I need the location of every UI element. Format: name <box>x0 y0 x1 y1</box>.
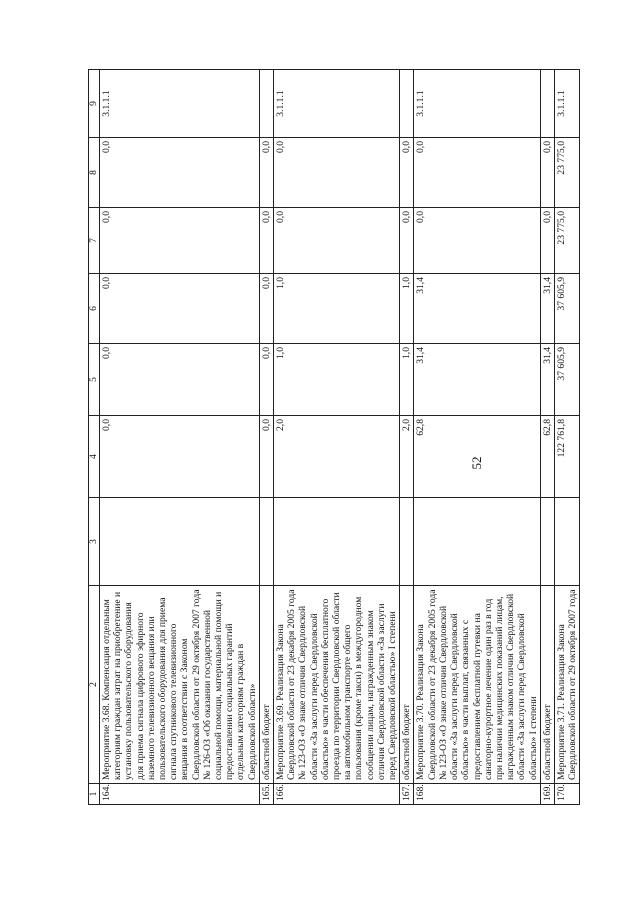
row-name-cell: Мероприятие 3.70. Реализация Закона Свердловской области от 23 декабря 2005 года № 123-ОЗ «О знаке отличия Свердловской области «За заслуги перед Свердловской областью» в части выплат, связанных с предоставлением бесплатной путевки на санаторно-курортное лечение один раз в год при наличии медицинских показаний лицам, награжденным знаком отличия Свердловской области «За заслуги перед Свердловской областью» I степени <box>414 586 540 784</box>
column-9-cell: 3.1.1.1 <box>554 70 579 138</box>
column-9-cell: 3.1.1.1 <box>100 70 260 138</box>
column-9-cell: 3.1.1.1 <box>274 70 400 138</box>
column-5-cell: 1,0 <box>274 344 400 416</box>
column-3-cell <box>540 498 554 586</box>
column-9-cell <box>259 70 273 138</box>
column-9-cell: 3.1.1.1 <box>414 70 540 138</box>
column-4-cell: 122 761,8 <box>554 416 579 498</box>
column-8-cell: 23 775,0 <box>554 138 579 208</box>
column-7-cell: 0,0 <box>259 208 273 274</box>
header-cell: 4 <box>89 416 100 498</box>
column-6-cell: 37 605,9 <box>554 274 579 344</box>
column-8-cell: 0,0 <box>400 138 414 208</box>
column-6-cell: 31,4 <box>540 274 554 344</box>
table-row <box>259 70 273 805</box>
column-4-cell: 62,8 <box>540 416 554 498</box>
column-6-cell: 1,0 <box>400 274 414 344</box>
header-cell: 3 <box>89 498 100 586</box>
row-number-cell: 166. <box>274 784 400 805</box>
column-3-cell <box>259 498 273 586</box>
table-row <box>554 70 579 805</box>
table-body <box>100 70 580 805</box>
column-8-cell: 0,0 <box>414 138 540 208</box>
row-number-cell: 167. <box>400 784 414 805</box>
row-name-cell: Мероприятие 3.68. Компенсация отдельным категориям граждан затрат на приобретение и установку пользовательского оборудования для приема сигнала цифрового эфирного наземного телевизионного вещания или пользовательского оборудования для приема сигнала спутникового телевизионного вещания в соответствии с Законом Свердловской области от 29 октября 2007 года № 126-ОЗ «Об оказании государственной социальной помощи, материальной помощи и предоставлении социальных гарантий отдельным категориям граждан в Свердловской области» <box>100 586 260 784</box>
table-row <box>400 70 414 805</box>
column-6-cell: 31,4 <box>414 274 540 344</box>
header-cell: 8 <box>89 138 100 208</box>
header-cell: 5 <box>89 344 100 416</box>
column-4-cell: 2,0 <box>274 416 400 498</box>
row-number-cell: 168. <box>414 784 540 805</box>
column-7-cell: 0,0 <box>274 208 400 274</box>
column-8-cell: 0,0 <box>259 138 273 208</box>
column-5-cell: 0,0 <box>100 344 260 416</box>
page-number: 52 <box>469 456 484 470</box>
row-number-cell: 169. <box>540 784 554 805</box>
table-row <box>274 70 400 805</box>
budget-table <box>88 69 580 805</box>
header-row <box>89 70 100 805</box>
column-7-cell: 23 775,0 <box>554 208 579 274</box>
header-cell: 1 <box>89 784 100 805</box>
row-number-cell: 164. <box>100 784 260 805</box>
row-name-cell: Мероприятие 3.71. Реализация Закона Свердловской области от 29 октября 2007 года <box>554 586 579 784</box>
column-3-cell <box>100 498 260 586</box>
rotated-table-frame <box>88 70 610 805</box>
row-name-cell: Мероприятие 3.69. Реализация Закона Свердловской области от 23 декабря 2005 года № 123-ОЗ «О знаке отличия Свердловской области «За заслуги перед Свердловской областью» в части обеспечения бесплатного проезда по территории Свердловской области на автомобильном транспорте общего пользования (кроме такси) в междугородном сообщении лицам, награжденным знаком отличия Свердловской области «За заслуги перед Свердловской областью» I степени <box>274 586 400 784</box>
column-6-cell: 0,0 <box>100 274 260 344</box>
column-5-cell: 31,4 <box>414 344 540 416</box>
column-6-cell: 1,0 <box>274 274 400 344</box>
column-9-cell <box>400 70 414 138</box>
column-5-cell: 1,0 <box>400 344 414 416</box>
column-4-cell: 0,0 <box>259 416 273 498</box>
column-8-cell: 0,0 <box>540 138 554 208</box>
column-5-cell: 0,0 <box>259 344 273 416</box>
header-cell: 2 <box>89 586 100 784</box>
column-3-cell <box>554 498 579 586</box>
column-4-cell: 2,0 <box>400 416 414 498</box>
column-8-cell: 0,0 <box>274 138 400 208</box>
table-row <box>100 70 260 805</box>
row-name-cell: областной бюджет <box>540 586 554 784</box>
column-3-cell <box>400 498 414 586</box>
column-3-cell <box>274 498 400 586</box>
header-cell: 9 <box>89 70 100 138</box>
column-4-cell: 62,8 <box>414 416 540 498</box>
column-7-cell: 0,0 <box>414 208 540 274</box>
table-row <box>540 70 554 805</box>
column-8-cell: 0,0 <box>100 138 260 208</box>
row-name-cell: областной бюджет <box>259 586 273 784</box>
column-4-cell: 0,0 <box>100 416 260 498</box>
row-number-cell: 170. <box>554 784 579 805</box>
column-7-cell: 0,0 <box>400 208 414 274</box>
column-7-cell: 0,0 <box>100 208 260 274</box>
column-5-cell: 37 605,9 <box>554 344 579 416</box>
row-name-cell: областной бюджет <box>400 586 414 784</box>
column-3-cell <box>414 498 540 586</box>
column-6-cell: 0,0 <box>259 274 273 344</box>
column-9-cell <box>540 70 554 138</box>
header-cell: 7 <box>89 208 100 274</box>
row-number-cell: 165. <box>259 784 273 805</box>
table-row <box>414 70 540 805</box>
header-cell: 6 <box>89 274 100 344</box>
column-7-cell: 0,0 <box>540 208 554 274</box>
column-5-cell: 31,4 <box>540 344 554 416</box>
